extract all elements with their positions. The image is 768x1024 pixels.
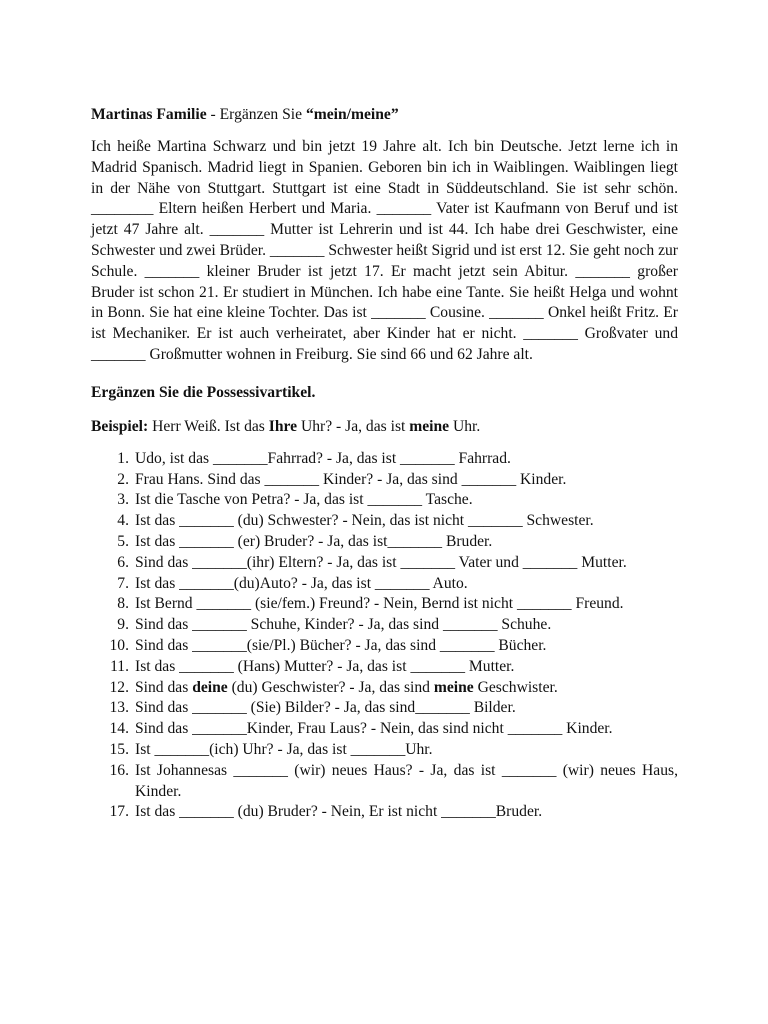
example-part1: Herr Weiß. Ist das xyxy=(148,417,269,435)
exercise-number: 11. xyxy=(110,657,129,675)
exercise-bold-meine: meine xyxy=(433,678,474,696)
exercise-item xyxy=(91,490,678,511)
exercise-text: Ist die Tasche von Petra? - Ja, das ist _______ Tasche. xyxy=(135,491,473,509)
exercise-bold-deine: deine xyxy=(192,678,228,696)
exercise-number: 16. xyxy=(109,761,129,779)
exercise-item xyxy=(91,449,678,470)
exercise-text: Udo, ist das _______Fahrrad? - Ja, das ist _______ Fahrrad. xyxy=(135,449,511,467)
exercise-number: 7. xyxy=(117,574,129,592)
exercise-text: Ist das _______ (du) Bruder? - Nein, Er ist nicht _______Bruder. xyxy=(135,803,543,821)
story-paragraph: Ich heiße Martina Schwarz und bin jetzt 19 Jahre alt. Ich bin Deutsche. Jetzt lerne ich in Madrid Spanisch. Madrid liegt in Spanien. Geboren bin ich in Waiblingen. Waiblingen liegt in der Nähe von Stuttgart. Stuttgart ist eine Stadt in Süddeutschland. Sie ist sehr schön. ________ Eltern heißen Herbert und Maria. _______ Vater ist Kaufmann von Beruf und ist jetzt 47 Jahre alt. _______ Mutter ist Lehrerin und ist 44. Ich habe drei Geschwister, eine Schwester und zwei Brüder. _______ Schwester heißt Sigrid und ist erst 12. Sie geht noch zur Schule. _______ kleiner Bruder ist jetzt 17. Er macht jetzt sein Abitur. _______ großer Bruder ist schon 21. Er studiert in München. Ich habe eine Tante. Sie heißt Helga und wohnt in Bonn. Sie hat eine kleine Tochter. Das ist _______ Cousine. _______ Onkel heißt Fritz. Er ist Mechaniker. Er ist auch verheiratet, aber Kinder hat er nicht. _______ Großvater und _______ Großmutter wohnen in Freiburg. Sie sind 66 und 62 Jahre alt. xyxy=(91,138,678,363)
exercise-number: 12. xyxy=(109,678,129,696)
exercise-text: Ist das _______(du)Auto? - Ja, das ist _______ Auto. xyxy=(135,574,468,592)
exercise-item xyxy=(91,761,678,803)
exercise-text-mid: (du) Geschwister? - Ja, das sind xyxy=(227,678,434,696)
exercise-number: 5. xyxy=(117,532,129,550)
exercise-text: Ist das _______ (er) Bruder? - Ja, das ist_______ Bruder. xyxy=(135,532,493,550)
exercise-number: 8. xyxy=(117,595,129,613)
exercise-number: 2. xyxy=(117,470,129,488)
exercise-text-post: Geschwister. xyxy=(473,678,558,696)
exercise-number: 17. xyxy=(109,803,129,821)
exercise-heading: Ergänzen Sie die Possessivartikel. xyxy=(91,383,316,401)
exercise-text: Ist Johannesas _______ (wir) neues Haus? - Ja, das ist _______ (wir) neues Haus, Kinder. xyxy=(135,761,678,800)
title-quoted: “mein/meine” xyxy=(305,106,399,123)
example-line xyxy=(91,416,678,437)
exercise-item xyxy=(91,470,678,491)
exercise-text: Ist das _______ (du) Schwester? - Nein, das ist nicht _______ Schwester. xyxy=(135,512,594,530)
exercise-number: 13. xyxy=(109,699,129,717)
example-bold2: meine xyxy=(409,417,450,435)
example-part3: Uhr. xyxy=(449,417,481,435)
exercise-number: 10. xyxy=(109,636,129,654)
exercise-item xyxy=(91,553,678,574)
exercise-item xyxy=(91,657,678,678)
exercise-text xyxy=(135,678,678,699)
exercise-number: 15. xyxy=(109,740,129,758)
exercise-text: Sind das _______(sie/Pl.) Bücher? - Ja, das sind _______ Bücher. xyxy=(135,636,547,654)
exercise-item xyxy=(91,678,678,699)
example-bold1: Ihre xyxy=(268,417,298,435)
exercise-item xyxy=(91,594,678,615)
exercise-text: Ist Bernd _______ (sie/fem.) Freund? - Nein, Bernd ist nicht _______ Freund. xyxy=(135,595,624,613)
exercise-item xyxy=(91,740,678,761)
exercise-item xyxy=(91,802,678,823)
title-name: Martinas Familie xyxy=(91,106,207,123)
exercise-text: Ist _______(ich) Uhr? - Ja, das ist _______Uhr. xyxy=(135,740,433,758)
exercise-text: Sind das _______(ihr) Eltern? - Ja, das ist _______ Vater und _______ Mutter. xyxy=(135,553,627,571)
exercise-number: 14. xyxy=(109,720,129,738)
exercise-item xyxy=(91,636,678,657)
exercise-item xyxy=(91,698,678,719)
exercise-item xyxy=(91,719,678,740)
exercise-number: 6. xyxy=(117,553,129,571)
exercise-number: 1. xyxy=(117,449,129,467)
exercise-text: Sind das _______ Schuhe, Kinder? - Ja, das sind _______ Schuhe. xyxy=(135,616,552,634)
exercise-item xyxy=(91,615,678,636)
exercise-text: Sind das _______ (Sie) Bilder? - Ja, das sind_______ Bilder. xyxy=(135,699,516,717)
example-part2: Uhr? - Ja, das ist xyxy=(297,417,410,435)
exercise-text-pre: Sind das xyxy=(135,678,193,696)
title-rest: - Ergänzen Sie xyxy=(206,106,306,123)
example-label: Beispiel: xyxy=(91,417,149,435)
exercise-item xyxy=(91,532,678,553)
exercise-item xyxy=(91,574,678,595)
exercise-text: Ist das _______ (Hans) Mutter? - Ja, das ist _______ Mutter. xyxy=(135,657,515,675)
exercise-item xyxy=(91,511,678,532)
exercise-number: 3. xyxy=(117,491,129,509)
exercise-text: Frau Hans. Sind das _______ Kinder? - Ja, das sind _______ Kinder. xyxy=(135,470,567,488)
exercise-list xyxy=(91,449,678,823)
exercise-number: 9. xyxy=(117,616,129,634)
exercise-text: Sind das _______Kinder, Frau Laus? - Nein, das sind nicht _______ Kinder. xyxy=(135,720,613,738)
exercise-number: 4. xyxy=(117,512,129,530)
worksheet-page xyxy=(91,104,678,823)
worksheet-title xyxy=(91,104,678,125)
